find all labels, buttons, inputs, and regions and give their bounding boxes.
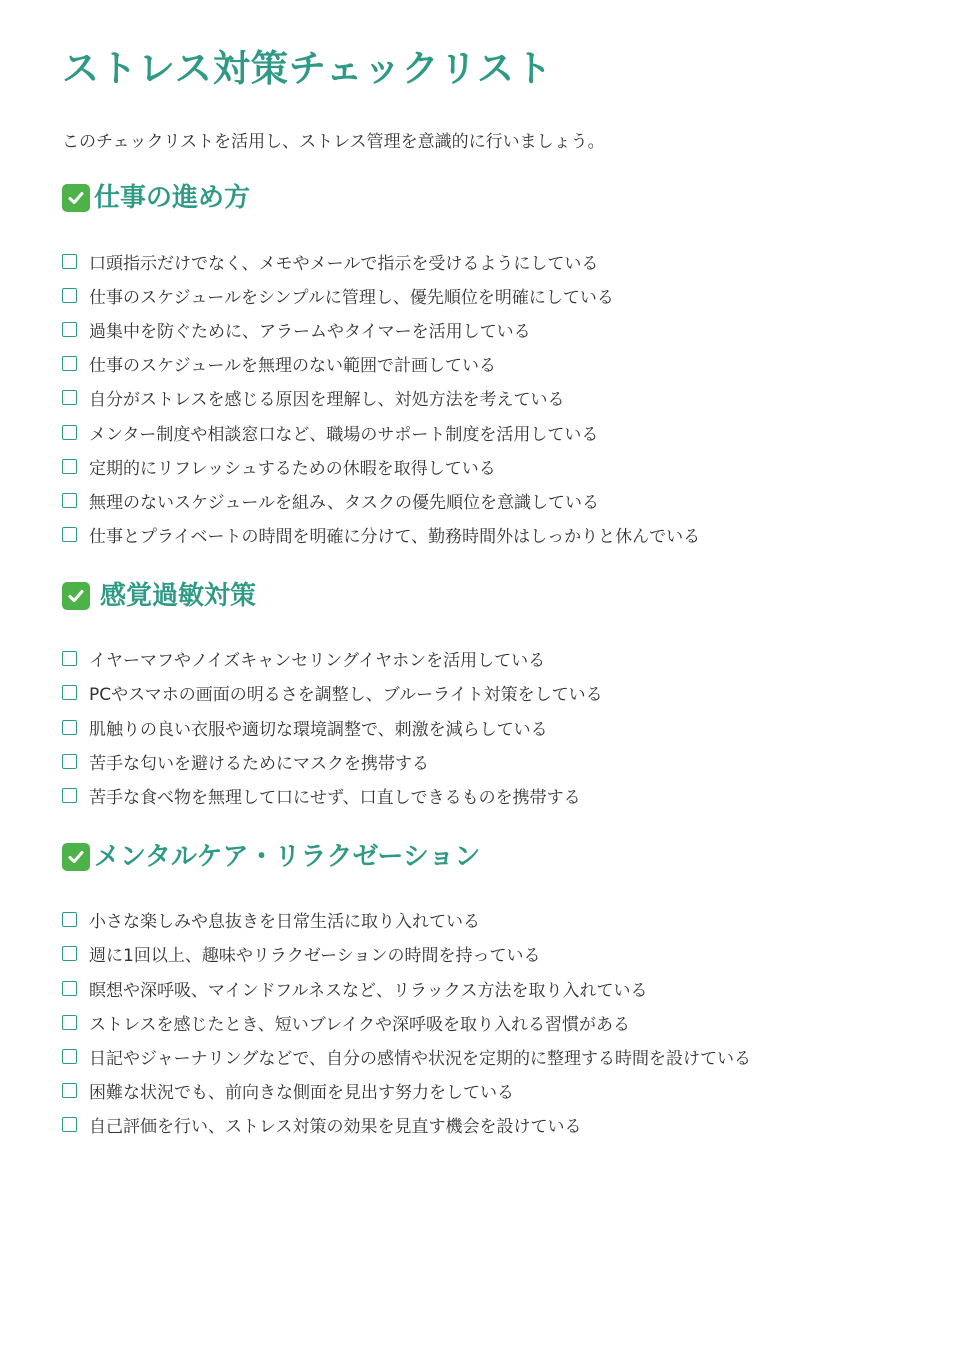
checkbox[interactable] bbox=[62, 720, 77, 735]
checklist-item[interactable] bbox=[62, 1108, 893, 1142]
checklist-item-text: PCやスマホの画面の明るさを調整し、ブルーライト対策をしている bbox=[89, 685, 603, 706]
checkbox[interactable] bbox=[62, 754, 77, 769]
checklist-item-text: 苦手な匂いを避けるためにマスクを携帯する bbox=[89, 753, 429, 774]
checklist-item[interactable] bbox=[62, 676, 893, 710]
checklist-item[interactable] bbox=[62, 903, 893, 937]
checklist bbox=[62, 244, 893, 552]
checkbox[interactable] bbox=[62, 1049, 77, 1064]
checklist-item[interactable] bbox=[62, 415, 893, 449]
checklist-item[interactable] bbox=[62, 518, 893, 552]
checklist-item-text: 小さな楽しみや息抜きを日常生活に取り入れている bbox=[89, 912, 480, 933]
checklist-item-text: 定期的にリフレッシュするための休暇を取得している bbox=[89, 458, 496, 479]
checklist-item[interactable] bbox=[62, 778, 893, 812]
checkbox[interactable] bbox=[62, 459, 77, 474]
check-mark-button-icon bbox=[62, 184, 90, 212]
checklist-item-text: 苦手な食べ物を無理して口にせず、口直しできるものを携帯する bbox=[89, 788, 581, 809]
checklist bbox=[62, 903, 893, 1142]
check-mark-button-icon bbox=[62, 582, 90, 610]
checklist-item[interactable] bbox=[62, 710, 893, 744]
checklist-item-text: 仕事のスケジュールを無理のない範囲で計画している bbox=[89, 356, 496, 377]
checkbox[interactable] bbox=[62, 254, 77, 269]
checklist-item-text: 仕事とプライベートの時間を明確に分けて、勤務時間外はしっかりと休んでいる bbox=[89, 527, 701, 548]
checklist-item[interactable] bbox=[62, 483, 893, 517]
checklist-item[interactable] bbox=[62, 381, 893, 415]
checklist-item[interactable] bbox=[62, 1005, 893, 1039]
checkbox[interactable] bbox=[62, 288, 77, 303]
checklist-item[interactable] bbox=[62, 312, 893, 346]
section-heading-text: メンタルケア・リラクゼーション bbox=[94, 841, 481, 872]
checklist-item[interactable] bbox=[62, 278, 893, 312]
checkbox[interactable] bbox=[62, 981, 77, 996]
section-work-style bbox=[62, 180, 893, 552]
checklist-item-text: 口頭指示だけでなく、メモやメールで指示を受けるようにしている bbox=[89, 253, 599, 274]
checklist-item-text: 無理のないスケジュールを組み、タスクの優先順位を意識している bbox=[89, 492, 599, 513]
checklist-item-text: 週に1回以上、趣味やリラクゼーションの時間を持っている bbox=[89, 946, 541, 967]
section-heading bbox=[62, 180, 893, 216]
section-heading-text: 仕事の進め方 bbox=[94, 183, 251, 213]
checklist-item[interactable] bbox=[62, 971, 893, 1005]
checkbox[interactable] bbox=[62, 788, 77, 803]
checkbox[interactable] bbox=[62, 425, 77, 440]
checklist-item-text: メンター制度や相談窓口など、職場のサポート制度を活用している bbox=[89, 424, 599, 445]
page-title: ストレス対策チェックリスト bbox=[62, 47, 554, 90]
check-mark-button-icon bbox=[62, 843, 90, 871]
checklist-item-text: 仕事のスケジュールをシンプルに管理し、優先順位を明確にしている bbox=[89, 287, 614, 308]
checkbox[interactable] bbox=[62, 651, 77, 666]
checklist-item[interactable] bbox=[62, 347, 893, 381]
checklist-item-text: 困難な状況でも、前向きな側面を見出す努力をしている bbox=[89, 1083, 514, 1104]
intro-text: このチェックリストを活用し、ストレス管理を意識的に行いましょう。 bbox=[62, 132, 605, 152]
checklist-item-text: 肌触りの良い衣服や適切な環境調整で、刺激を減らしている bbox=[89, 719, 548, 740]
checklist-item[interactable] bbox=[62, 744, 893, 778]
checkbox[interactable] bbox=[62, 322, 77, 337]
checkbox[interactable] bbox=[62, 527, 77, 542]
checklist-item-text: 瞑想や深呼吸、マインドフルネスなど、リラックス方法を取り入れている bbox=[89, 980, 648, 1001]
checklist-item[interactable] bbox=[62, 1039, 893, 1073]
section-heading-text: 感覚過敏対策 bbox=[100, 580, 257, 611]
checklist bbox=[62, 642, 893, 813]
checklist-item-text: 自己評価を行い、ストレス対策の効果を見直す機会を設けている bbox=[89, 1117, 582, 1138]
checkbox[interactable] bbox=[62, 912, 77, 927]
checklist-item-text: 自分がストレスを感じる原因を理解し、対処方法を考えている bbox=[89, 390, 565, 411]
checkbox[interactable] bbox=[62, 1083, 77, 1098]
checkbox[interactable] bbox=[62, 493, 77, 508]
section-mental-care bbox=[62, 839, 893, 1142]
checklist-item-text: ストレスを感じたとき、短いブレイクや深呼吸を取り入れる習慣がある bbox=[89, 1014, 630, 1035]
section-heading bbox=[62, 839, 893, 875]
checklist-item-text: 日記やジャーナリングなどで、自分の感情や状況を定期的に整理する時間を設けている bbox=[89, 1048, 751, 1069]
checkbox[interactable] bbox=[62, 356, 77, 371]
section-sensory-sensitivity bbox=[62, 578, 893, 813]
checkbox[interactable] bbox=[62, 1117, 77, 1132]
checklist-item[interactable] bbox=[62, 244, 893, 278]
section-heading bbox=[62, 578, 893, 614]
checklist-item[interactable] bbox=[62, 642, 893, 676]
checklist-item[interactable] bbox=[62, 449, 893, 483]
checklist-item-text: イヤーマフやノイズキャンセリングイヤホンを活用している bbox=[89, 651, 546, 672]
checkbox[interactable] bbox=[62, 946, 77, 961]
checkbox[interactable] bbox=[62, 390, 77, 405]
checklist-item[interactable] bbox=[62, 1074, 893, 1108]
checklist-item[interactable] bbox=[62, 937, 893, 971]
checkbox[interactable] bbox=[62, 1015, 77, 1030]
checklist-item-text: 過集中を防ぐために、アラームやタイマーを活用している bbox=[89, 321, 531, 342]
checkbox[interactable] bbox=[62, 685, 77, 700]
